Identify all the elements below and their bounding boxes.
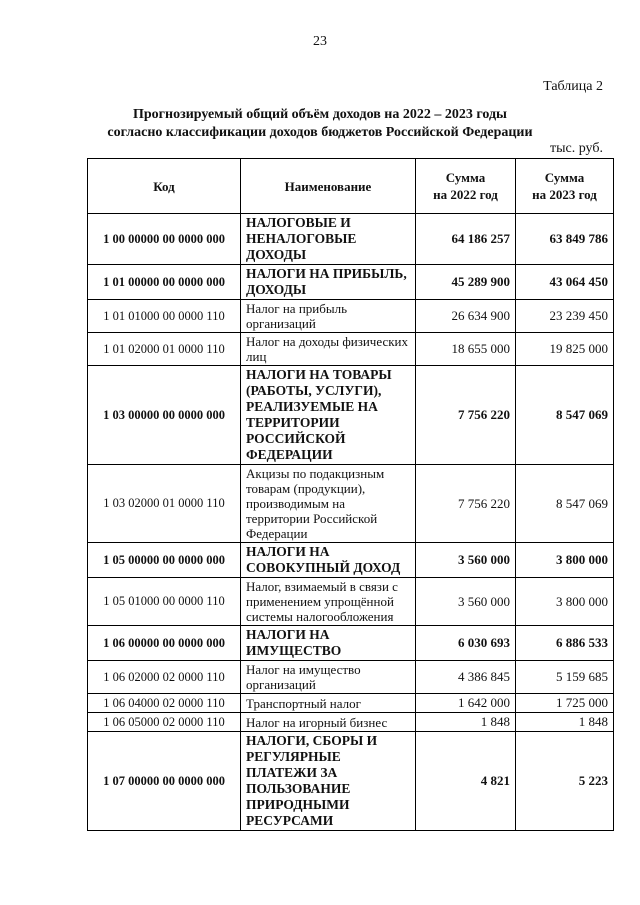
amount-2023-cell: 3 800 000 [516,578,614,626]
code-cell: 1 06 05000 02 0000 110 [88,713,241,732]
amount-2023-cell: 5 223 [516,732,614,831]
name-cell: Налог, взимаемый в связи с применением упрощённой системы налогообложения [241,578,416,626]
header-row [88,159,614,214]
code-cell: 1 01 00000 00 0000 000 [88,265,241,300]
amount-2022-cell: 3 560 000 [416,543,516,578]
code-cell: 1 05 00000 00 0000 000 [88,543,241,578]
amount-2023-cell: 23 239 450 [516,300,614,333]
table-row [88,661,614,694]
header-2022-line-1: Сумма [445,170,486,185]
code-cell: 1 05 01000 00 0000 110 [88,578,241,626]
units-label: тыс. руб. [550,141,603,156]
table-row [88,626,614,661]
amount-2023-cell: 5 159 685 [516,661,614,694]
amount-2022-cell: 1 848 [416,713,516,732]
name-cell: НАЛОГИ НА ИМУЩЕСТВО [241,626,416,661]
code-cell: 1 03 02000 01 0000 110 [88,465,241,543]
amount-2022-cell: 4 386 845 [416,661,516,694]
table-row [88,265,614,300]
header-2023-line-2: на 2023 год [532,187,597,202]
table-row [88,465,614,543]
code-cell: 1 00 00000 00 0000 000 [88,214,241,265]
name-cell: НАЛОГИ НА ТОВАРЫ (РАБОТЫ, УСЛУГИ), РЕАЛИЗУЕМЫЕ НА ТЕРРИТОРИИ РОССИЙСКОЙ ФЕДЕРАЦИИ [241,366,416,465]
code-cell: 1 06 00000 00 0000 000 [88,626,241,661]
table-row [88,543,614,578]
table-body [88,214,614,831]
amount-2022-cell: 45 289 900 [416,265,516,300]
table-label: Таблица 2 [543,79,603,94]
amount-2023-cell: 1 848 [516,713,614,732]
amount-2023-cell: 63 849 786 [516,214,614,265]
amount-2023-cell: 8 547 069 [516,366,614,465]
header-2023-line-1: Сумма [544,170,585,185]
amount-2023-cell: 8 547 069 [516,465,614,543]
amount-2023-cell: 3 800 000 [516,543,614,578]
header-name: Наименование [241,159,416,214]
table-row [88,694,614,713]
amount-2022-cell: 3 560 000 [416,578,516,626]
amount-2022-cell: 1 642 000 [416,694,516,713]
table-title-line-2: согласно классификации доходов бюджетов Российской Федерации [107,125,533,140]
code-cell: 1 03 00000 00 0000 000 [88,366,241,465]
header-code: Код [88,159,241,214]
amount-2023-cell: 43 064 450 [516,265,614,300]
amount-2022-cell: 7 756 220 [416,465,516,543]
header-2022-line-2: на 2022 год [433,187,498,202]
amount-2023-cell: 6 886 533 [516,626,614,661]
code-cell: 1 01 02000 01 0000 110 [88,333,241,366]
code-cell: 1 07 00000 00 0000 000 [88,732,241,831]
page-number: 23 [313,34,327,49]
amount-2022-cell: 18 655 000 [416,333,516,366]
revenue-table [87,158,614,831]
amount-2022-cell: 7 756 220 [416,366,516,465]
amount-2022-cell: 4 821 [416,732,516,831]
name-cell: НАЛОГИ НА СОВОКУПНЫЙ ДОХОД [241,543,416,578]
table-header [88,159,614,214]
code-cell: 1 01 01000 00 0000 110 [88,300,241,333]
amount-2022-cell: 64 186 257 [416,214,516,265]
name-cell: Акцизы по подакцизным товарам (продукции), производимым на территории Российской Федерации [241,465,416,543]
header-2022 [416,159,516,214]
table-row [88,333,614,366]
amount-2022-cell: 6 030 693 [416,626,516,661]
name-cell: Налог на имущество организаций [241,661,416,694]
table-row [88,214,614,265]
name-cell: НАЛОГИ, СБОРЫ И РЕГУЛЯРНЫЕ ПЛАТЕЖИ ЗА ПОЛЬЗОВАНИЕ ПРИРОДНЫМИ РЕСУРСАМИ [241,732,416,831]
amount-2023-cell: 1 725 000 [516,694,614,713]
code-cell: 1 06 04000 02 0000 110 [88,694,241,713]
name-cell: Налог на прибыль организаций [241,300,416,333]
amount-2022-cell: 26 634 900 [416,300,516,333]
name-cell: Налог на игорный бизнес [241,713,416,732]
header-2023 [516,159,614,214]
table-row [88,713,614,732]
name-cell: НАЛОГИ НА ПРИБЫЛЬ, ДОХОДЫ [241,265,416,300]
table-title-line-1: Прогнозируемый общий объём доходов на 2022 – 2023 годы [132,107,507,122]
code-cell: 1 06 02000 02 0000 110 [88,661,241,694]
table-row [88,732,614,831]
name-cell: Транспортный налог [241,694,416,713]
name-cell: Налог на доходы физических лиц [241,333,416,366]
table-title [0,106,640,142]
table-row [88,366,614,465]
table-row [88,300,614,333]
table-row [88,578,614,626]
name-cell: НАЛОГОВЫЕ И НЕНАЛОГОВЫЕ ДОХОДЫ [241,214,416,265]
amount-2023-cell: 19 825 000 [516,333,614,366]
